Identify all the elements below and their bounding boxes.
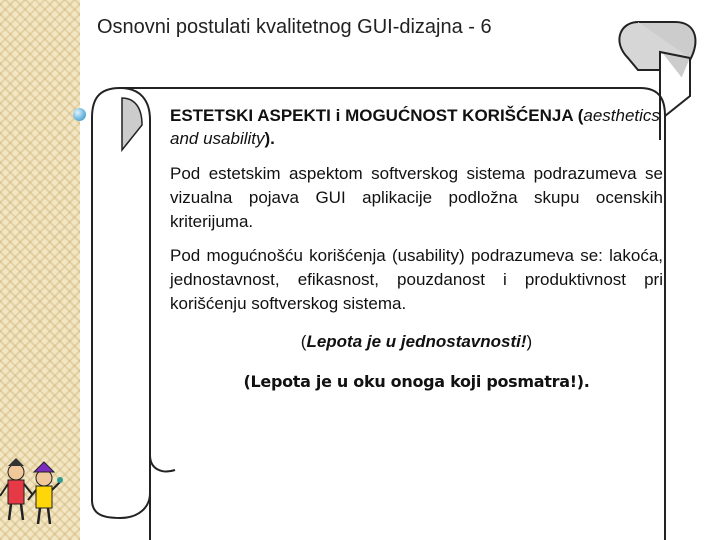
quote-simplicity: [170, 332, 663, 352]
cartoon-figures-clipart: [0, 458, 64, 528]
heading-bold-part-1: ESTETSKI ASPEKTI i MOGUĆNOST KORIŠĆENJA (: [170, 106, 584, 125]
scroll-content: [170, 104, 663, 391]
quote-1-open: (: [300, 332, 307, 351]
paragraph-usability: Pod mogućnošću korišćenja (usability) podrazumeva se: lakoća, jednostavnost, efikasnost, pouzdanost i produktivnost pri korišćenju softverskog sistema.: [170, 246, 663, 313]
quote-1-text: Lepota je u jednostavnosti!: [306, 332, 527, 351]
quote-1-close: ): [526, 332, 533, 351]
slide-title: Osnovni postulati kvalitetnog GUI-dizajna - 6: [97, 16, 492, 38]
heading-bold-part-2: ).: [264, 129, 275, 148]
heading-italic-part: aesthetics and usability: [170, 106, 660, 148]
bullet-circle-icon: [73, 108, 86, 121]
paragraph-aesthetics: Pod estetskim aspektom softverskog sistema podrazumeva se vizualna pojava GUI aplikacije podložna skupu ocenskih kriterijuma.: [170, 164, 663, 231]
section-heading: [170, 104, 663, 150]
quote-beholder: (Lepota je u oku onoga koji posmatra!).: [243, 372, 590, 391]
